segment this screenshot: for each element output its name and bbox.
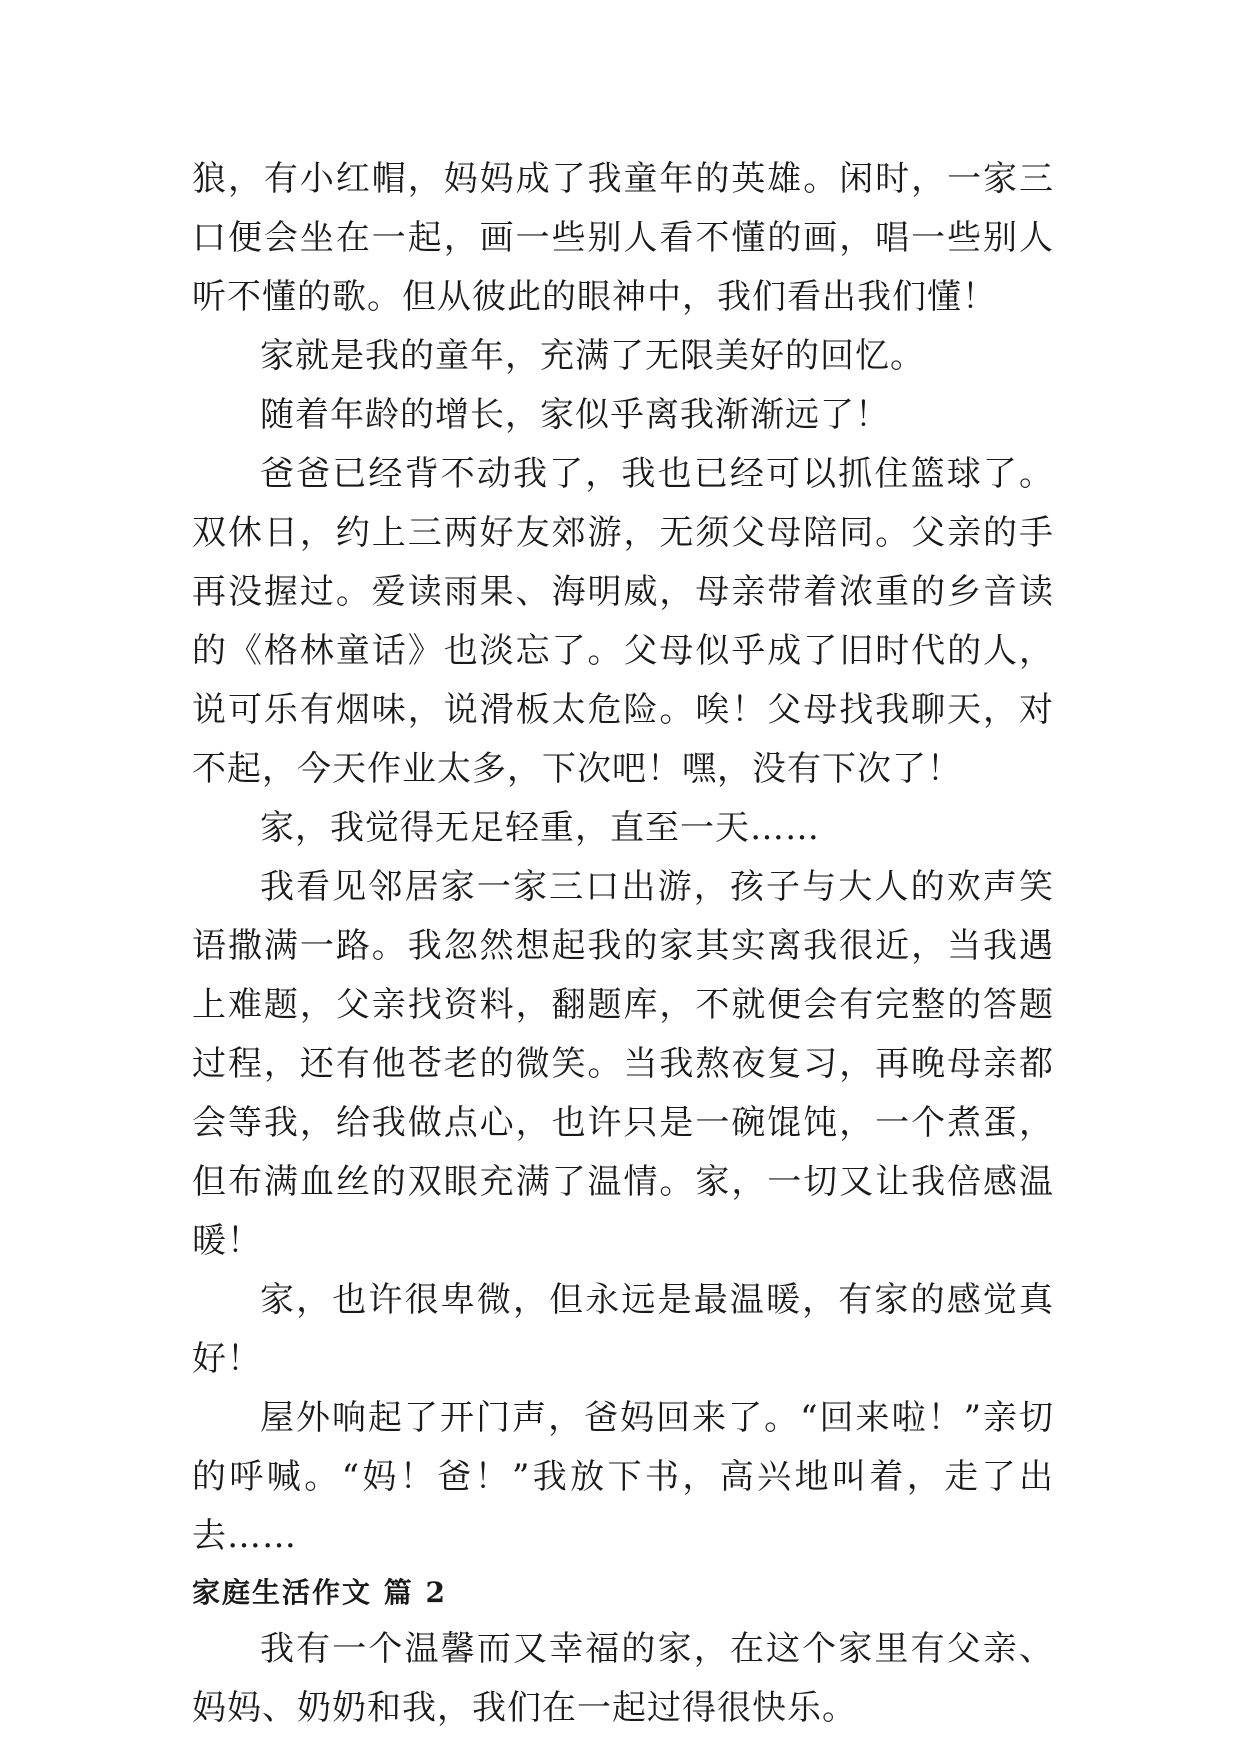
paragraph: 我有一个温馨而又幸福的家，在这个家里有父亲、妈妈、奶奶和我，我们在一起过得很快乐。: [192, 1629, 1054, 1728]
section-heading: 家庭生活作文 篇 2: [192, 1576, 447, 1609]
paragraph: 随着年龄的增长，家似乎离我渐渐远了！: [260, 395, 890, 435]
paragraph: 家就是我的童年，充满了无限美好的回忆。: [260, 336, 925, 376]
paragraph: 屋外响起了开门声，爸妈回来了。“回来啦！”亲切的呼喊。“妈！爸！”我放下书，高兴地叫着，走了出去……: [192, 1398, 1054, 1556]
document-page: [192, 150, 1054, 1738]
paragraph: 家，我觉得无足轻重，直至一天……: [260, 808, 820, 848]
paragraph-continued: 狼，有小红帽，妈妈成了我童年的英雄。闲时，一家三口便会坐在一起，画一些别人看不懂的画，唱一些别人听不懂的歌。但从彼此的眼神中，我们看出我们懂！: [192, 159, 1054, 317]
paragraph: 爸爸已经背不动我了，我也已经可以抓住篮球了。双休日，约上三两好友郊游，无须父母陪同。父亲的手再没握过。爱读雨果、海明威，母亲带着浓重的乡音读的《格林童话》也淡忘了。父母似乎成了旧时代的人，说可乐有烟味，说滑板太危险。唉！父母找我聊天，对不起，今天作业太多，下次吧！嘿，没有下次了！: [192, 454, 1054, 789]
paragraph: 家，也许很卑微，但永远是最温暖，有家的感觉真好！: [192, 1280, 1054, 1379]
paragraph: 我看见邻居家一家三口出游，孩子与大人的欢声笑语撒满一路。我忽然想起我的家其实离我很近，当我遇上难题，父亲找资料，翻题库，不就便会有完整的答题过程，还有他苍老的微笑。当我熬夜复习，再晚母亲都会等我，给我做点心，也许只是一碗馄饨，一个煮蛋，但布满血丝的双眼充满了温情。家，一切又让我倍感温暖！: [192, 867, 1054, 1261]
